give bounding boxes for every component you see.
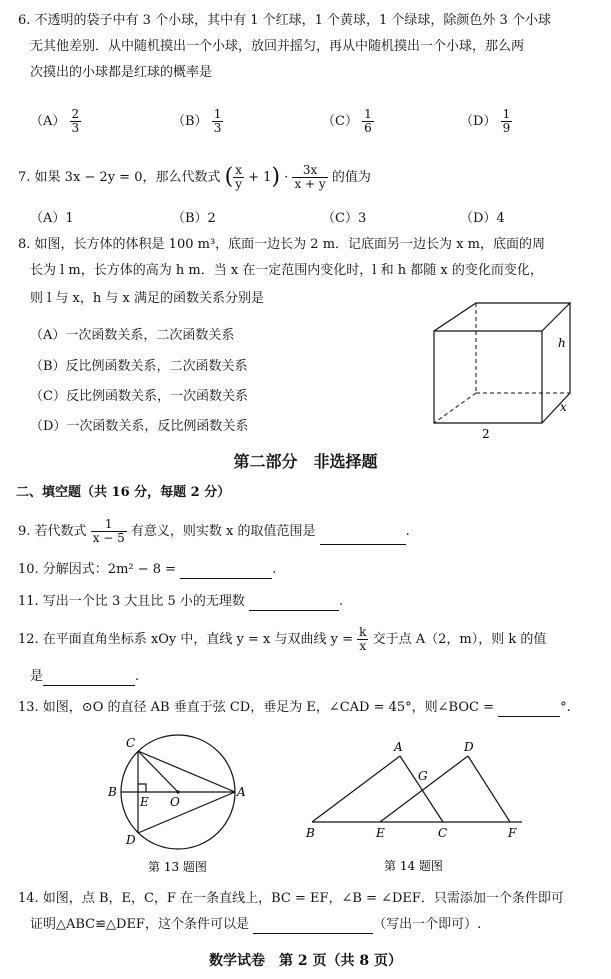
q6-option-a: （A） $\frac{2}{3}$ [30,107,80,135]
segment-da [138,792,235,833]
q6-option-a-fraction: $\frac{2}{3}$ [71,107,80,135]
q6-line-1: 6. 不透明的袋子中有 3 个小球，其中有 1 个红球，1 个黄球，1 个绿球，除颜色外 3 个小球 [18,13,551,28]
q12-fraction: $\frac{k}{x}$ [359,625,367,653]
q6-option-b-fraction: $\frac{1}{3}$ [213,107,222,135]
q14-line-2: 证明△ABC≌△DEF，这个条件可以是 （写出一个即可）. [30,917,482,932]
segment-ed [380,756,468,822]
q7-line: 7. 如果 3x − 2y = 0，那么代数式 ( $\frac{x}{y}$ + 1) · $\frac{3x}{x + y}$ 的值为 [18,163,371,191]
cuboid-front-face [434,331,542,423]
label-a: A [237,785,246,799]
q6-option-c: （C） $\frac{1}{6}$ [322,107,372,135]
q10-line: 10. 分解因式：2m² − 8 = . [18,562,277,577]
q11-line: 11. 写出一个比 3 大且比 5 小的无理数 . [18,594,344,609]
q12-line-1: 12. 在平面直角坐标系 xOy 中，直线 y = x 与双曲线 y = $\frac{k}{x}$ 交于点 A（2，m），则 k 的值 [18,625,547,653]
center-o-dot [176,790,179,793]
q7-fraction-x-over-y: $\frac{x}{y}$ [235,163,242,191]
label-h: h [558,336,566,350]
q8-option-c: （C）反比例函数关系，一次函数关系 [30,389,248,404]
segment-ac [400,756,443,822]
q6-option-d: （D） $\frac{1}{9}$ [460,107,511,135]
q7-option-d: （D）4 [460,211,505,226]
page-footer: 数学试卷 第 2 页（共 8 页） [209,953,402,969]
q6-option-c-fraction: $\frac{1}{6}$ [364,107,372,135]
q7-fraction-3x-over-xy: $\frac{3x}{x + y}$ [294,163,326,191]
q8-line-3: 则 l 与 x，h 与 x 满足的函数关系分别是 [30,291,264,306]
q6-line-3: 次摸出的小球都是红球的概率是 [30,65,213,80]
label-f: F [508,826,517,840]
q8-option-a: （A）一次函数关系，二次函数关系 [30,328,235,343]
q7-option-b: （B）2 [172,211,216,226]
right-angle-mark [138,784,146,792]
q13-line: 13. 如图，⊙O 的直径 AB 垂直于弦 CD，垂足为 E，∠CAD = 45°，则∠BOC = °. [18,700,571,715]
q9-answer-blank[interactable] [320,530,406,545]
q6-option-b: （B） $\frac{1}{3}$ [172,107,222,135]
q14-answer-blank[interactable] [253,919,373,934]
q8-option-d: （D）一次函数关系，反比例函数关系 [30,419,249,434]
part-two-heading: 第二部分 非选择题 [233,452,378,471]
q7-option-a: （A）1 [30,211,74,226]
figure-13-caption: 第 13 题图 [148,860,207,874]
label-o: O [170,795,180,809]
q13-answer-blank[interactable] [498,702,560,717]
segment-ca [138,751,235,792]
q11-answer-blank[interactable] [249,596,339,611]
q7-option-c: （C）3 [322,211,367,226]
q10-answer-blank[interactable] [180,564,272,579]
label-b: B [306,826,315,840]
q12-answer-blank[interactable] [43,671,135,686]
label-c: C [438,826,448,840]
figure-13 [100,728,260,876]
label-a: A [394,740,403,754]
label-2: 2 [482,427,490,441]
q9-fraction: $\frac{1}{x - 5}$ [92,517,125,545]
label-b: B [108,785,117,799]
section-fill-in-heading: 二、填空题（共 16 分，每题 2 分） [16,485,231,500]
label-e: E [140,795,149,809]
q6-line-2: 无其他差别．从中随机摸出一个小球，放回并摇匀，再从中随机摸出一个小球，那么两 [30,39,525,54]
segment-df [468,756,510,822]
figure-14-caption: 第 14 题图 [384,859,443,873]
label-e: E [376,826,385,840]
figure-14 [300,740,540,876]
q8-line-1: 8. 如图，长方体的体积是 100 m³，底面一边长为 2 m．记底面另一边长为 x m，底面的周 [18,237,545,252]
segment-co [138,751,178,792]
q8-cuboid-figure [420,295,590,445]
q14-line-1: 14. 如图，点 B，E，C，F 在一条直线上，BC = EF，∠B = ∠DEF．只需添加一个条件即可 [18,891,564,906]
label-g: G [418,769,428,783]
q8-line-2: 长为 l m，长方体的高为 h m．当 x 在一定范围内变化时，l 和 h 都随 x 的变化而变化， [30,263,543,278]
q12-line-2: 是 . [30,669,140,684]
cuboid-top-face [434,303,570,331]
cuboid-hidden-left [434,393,476,423]
label-d: D [464,740,474,754]
q6-option-d-fraction: $\frac{1}{9}$ [502,107,511,135]
segment-ba [312,756,400,822]
label-d: D [126,833,136,847]
q9-line: 9. 若代数式 $\frac{1}{x - 5}$ 有意义，则实数 x 的取值范围是 . [18,517,410,545]
label-c: C [126,736,136,750]
label-x: x [560,400,567,414]
q8-option-b: （B）反比例函数关系，二次函数关系 [30,359,248,374]
